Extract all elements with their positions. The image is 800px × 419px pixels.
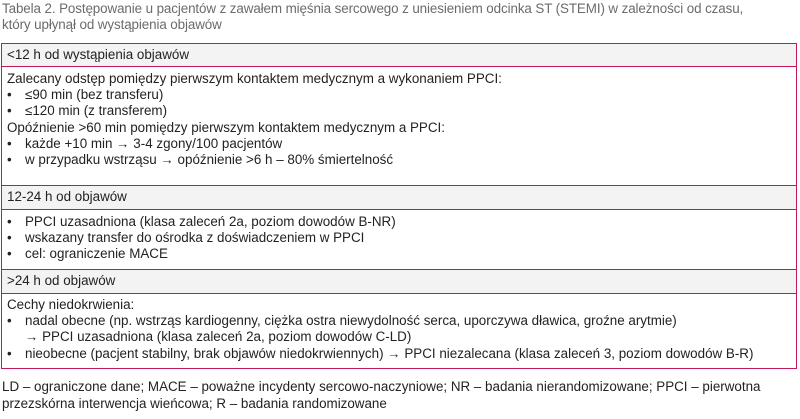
section-heading-12-24h: 12-24 h od objawów [2,185,796,210]
line-text: ≤120 min (z transferem) [25,103,168,119]
line-text: PPCI uzasadniona (klasa zaleceń 2a, poziom dowodów B-NR) [25,214,396,229]
list-item [7,230,792,246]
list-item-indented [7,329,792,345]
bullet-icon: • [7,87,12,103]
line-text: wskazany transfer do ośrodka z doświadczeniem w PPCI [25,230,365,246]
bullet-icon: • [7,135,12,151]
list-item [7,214,792,230]
line-text: nieobecne (pacjent stabilny, brak objawów niedokrwiennych) → PPCI niezalecana (klasa zaleceń 3, poziom dowodów B-R) [25,345,754,361]
line-text: w przypadku wstrząsu → opóźnienie >6 h – 80% śmiertelność [25,151,394,167]
line-text: ≤90 min (bez transferu) [25,87,164,103]
bullet-icon: • [7,214,12,229]
footnote-line-2: przezskórna interwencja wieńcowa; R – badania randomizowane [2,396,387,411]
line-text: cel: ograniczenie MACE [25,246,168,262]
bullet-icon: • [7,151,12,167]
bullet-icon: • [7,345,12,361]
list-item [7,103,792,119]
bullet-icon: • [7,230,12,246]
section-text-line [7,297,792,313]
section-body-gt24h [7,297,792,362]
list-item [7,136,792,152]
bullet-icon: • [7,103,12,119]
section-text-line [7,120,792,136]
bullet-icon: • [7,313,12,329]
list-item [7,346,792,362]
table-footnote [2,378,798,412]
line-text: Zalecany odstęp pomiędzy pierwszym kontaktem medycznym a wykonaniem PPCI: [7,71,502,86]
list-item [7,152,792,168]
section-body-12-24h [7,214,792,263]
section-heading-gt24h: >24 h od objawów [2,269,796,294]
list-item [7,87,792,103]
footnote-line-1: LD – ograniczone dane; MACE – poważne incydenty sercowo-naczyniowe; NR – badania nierandomizowane; PPCI – pierwotna [2,379,761,394]
bullet-icon: • [7,246,12,262]
caption-line-1: Tabela 2. Postępowanie u pacjentów z zawałem mięśnia sercowego z uniesieniem odcinka ST (STEMI) w zależności od czasu, [2,1,744,16]
line-text: każde +10 min → 3-4 zgony/100 pacjentów [25,135,283,151]
table-caption [2,1,798,32]
section-body-lt12h [7,71,792,168]
line-text: Cechy niedokrwienia: [7,297,135,312]
section-text-line [7,71,792,87]
line-text: → PPCI uzasadniona (klasa zaleceń 2a, poziom dowodów C-LD) [25,329,412,345]
list-item [7,246,792,262]
line-text: Opóźnienie >60 min pomiędzy pierwszym kontaktem medycznym a PPCI: [7,119,445,135]
line-text: nadal obecne (np. wstrząs kardiogenny, ciężka ostra niewydolność serca, uporczywa dławica, groźne arytmie) [25,313,677,329]
list-item [7,313,792,329]
stemi-table [1,43,797,369]
section-heading-lt12h: <12 h od wystąpienia objawów [2,44,796,67]
caption-line-2: który upłynął od wystąpienia objawów [2,16,222,32]
